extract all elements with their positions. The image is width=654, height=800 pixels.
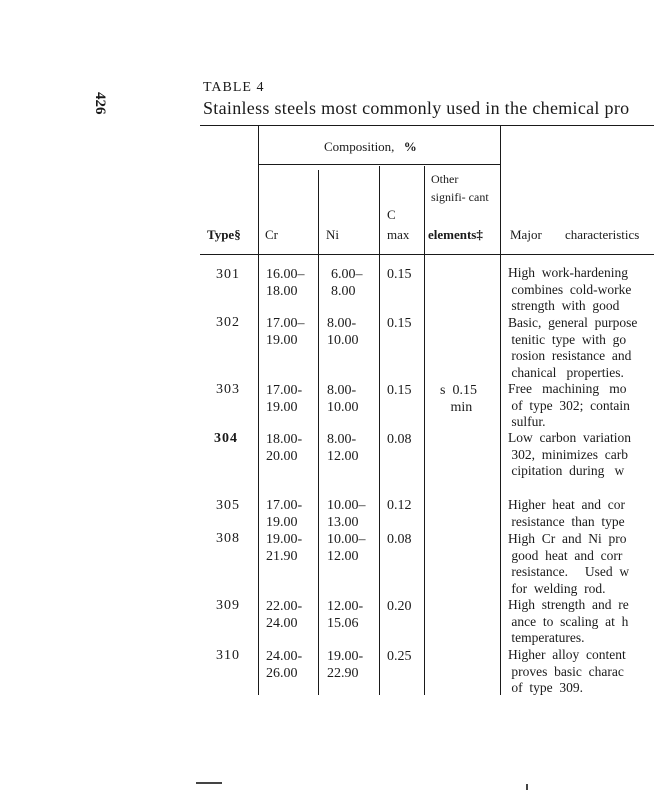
row-c: 0.25 bbox=[387, 649, 412, 664]
row-ni: 8.00- 10.00 bbox=[327, 316, 359, 348]
composition-header bbox=[324, 139, 417, 155]
cr-header: Cr bbox=[265, 227, 278, 242]
divider-type-cr bbox=[258, 125, 259, 695]
row-description: Higher alloy content proves basic charac of type 309. bbox=[508, 647, 626, 695]
divider-cr-ni bbox=[318, 170, 319, 695]
table-label: TABLE 4 bbox=[203, 80, 265, 95]
row-cr: 17.00– 19.00 bbox=[266, 316, 305, 348]
row-cr: 17.00- 19.00 bbox=[266, 383, 303, 415]
composition-rule bbox=[258, 164, 500, 165]
scan-speck-mark bbox=[526, 784, 528, 790]
row-cr: 24.00- 26.00 bbox=[266, 649, 303, 681]
row-type: 304 bbox=[214, 431, 238, 446]
page-number: 426 bbox=[92, 92, 108, 115]
row-cr: 19.00- 21.90 bbox=[266, 532, 303, 564]
row-ni: 8.00- 12.00 bbox=[327, 432, 359, 464]
row-type: 301 bbox=[216, 267, 240, 282]
row-ni: 12.00- 15.06 bbox=[327, 599, 364, 631]
type-header: Type§ bbox=[207, 227, 241, 242]
row-description: High Cr and Ni pro good heat and corr resistance. Used w for welding rod. bbox=[508, 531, 630, 596]
ni-header: Ni bbox=[326, 227, 339, 242]
row-cr: 17.00- 19.00 bbox=[266, 498, 303, 530]
row-description: Higher heat and cor resistance than type bbox=[508, 497, 625, 529]
divider-c-other bbox=[424, 166, 425, 695]
row-type: 308 bbox=[216, 531, 240, 546]
divider-other-major bbox=[500, 125, 501, 695]
row-c: 0.12 bbox=[387, 498, 412, 513]
row-ni: 10.00– 12.00 bbox=[327, 532, 366, 564]
composition-label: Composition, bbox=[324, 139, 395, 154]
row-ni: 19.00- 22.90 bbox=[327, 649, 364, 681]
row-description: Low carbon variation 302, minimizes carb cipitation during w bbox=[508, 430, 631, 478]
row-c: 0.08 bbox=[387, 532, 412, 547]
scan-speck-mark bbox=[196, 782, 222, 784]
row-c: 0.15 bbox=[387, 267, 412, 282]
divider-ni-c bbox=[379, 166, 380, 695]
row-c: 0.15 bbox=[387, 383, 412, 398]
row-ni: 6.00– 8.00 bbox=[331, 267, 363, 299]
row-c: 0.15 bbox=[387, 316, 412, 331]
row-type: 303 bbox=[216, 382, 240, 397]
row-type: 310 bbox=[216, 648, 240, 663]
c-header-line2: max bbox=[387, 227, 410, 242]
row-cr: 22.00- 24.00 bbox=[266, 599, 303, 631]
row-type: 302 bbox=[216, 315, 240, 330]
major-header: Major bbox=[510, 227, 542, 242]
row-cr: 18.00- 20.00 bbox=[266, 432, 303, 464]
table-top-rule bbox=[200, 125, 654, 126]
row-description: Free machining mo of type 302; contain sulfur. bbox=[508, 381, 630, 429]
c-header-line1: C bbox=[387, 207, 396, 222]
row-c: 0.08 bbox=[387, 432, 412, 447]
other-header: Other signifi- cant bbox=[431, 172, 489, 204]
row-cr: 16.00– 18.00 bbox=[266, 267, 305, 299]
row-description: Basic, general purpose tenitic type with go rosion resistance and chanical properties. bbox=[508, 315, 638, 380]
row-type: 309 bbox=[216, 598, 240, 613]
row-type: 305 bbox=[216, 498, 240, 513]
row-other: s 0.15 min bbox=[440, 383, 477, 415]
row-description: High work-hardening combines cold-worke strength with good bbox=[508, 265, 632, 313]
row-description: High strength and re ance to scaling at h temperatures. bbox=[508, 597, 629, 645]
percent-label: % bbox=[403, 139, 417, 154]
row-c: 0.20 bbox=[387, 599, 412, 614]
table-title: Stainless steels most commonly used in the chemical pro bbox=[203, 98, 630, 118]
row-ni: 8.00- 10.00 bbox=[327, 383, 359, 415]
header-bottom-rule bbox=[200, 254, 654, 255]
characteristics-header: characteristics bbox=[565, 227, 640, 242]
other-elements-header: elements‡ bbox=[428, 227, 483, 242]
row-ni: 10.00– 13.00 bbox=[327, 498, 366, 530]
